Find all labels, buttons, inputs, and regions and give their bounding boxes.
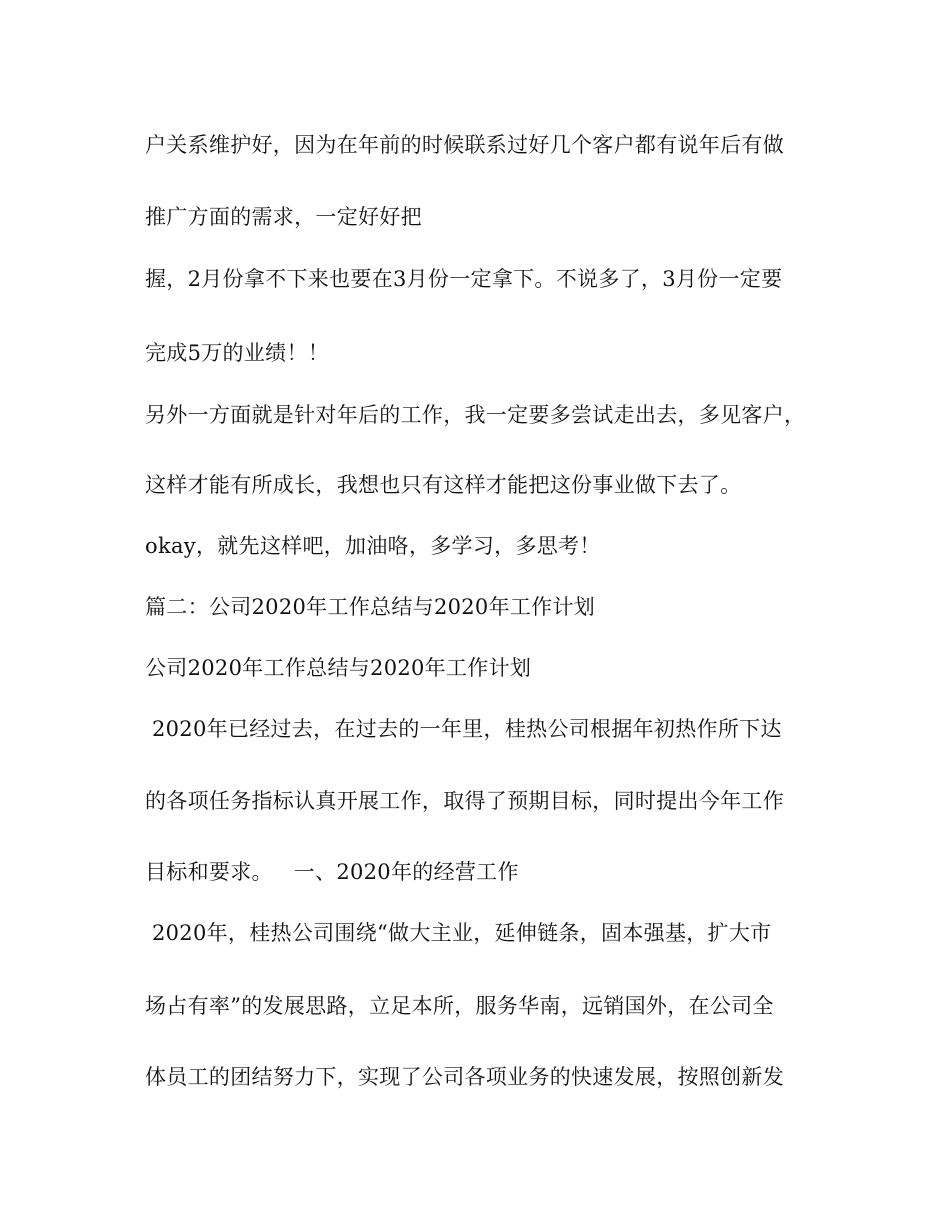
- text-line: 户关系维护好，因为在年前的时候联系过好几个客户都有说年后有做: [145, 133, 784, 157]
- text-line: 目标和要求。 一、2020年的经营工作: [145, 860, 519, 884]
- text-line: 2020年，桂热公司围绕“做大主业，延伸链条，固本强基，扩大市: [145, 921, 772, 945]
- text-line: 完成5万的业绩！！: [145, 341, 330, 365]
- section-heading: 篇二：公司2020年工作总结与2020年工作计划: [145, 595, 596, 619]
- text-line: 体员工的团结努力下，实现了公司各项业务的快速发展，按照创新发: [145, 1065, 784, 1089]
- text-line: 另外一方面就是针对年后的工作，我一定要多尝试走出去，多见客户，: [145, 403, 806, 427]
- text-line: 2020年已经过去，在过去的一年里，桂热公司根据年初热作所下达: [145, 717, 782, 741]
- text-line: 推广方面的需求，一定好好把: [145, 205, 422, 229]
- document-title: 公司2020年工作总结与2020年工作计划: [145, 656, 532, 680]
- text-line: 握，2月份拿不下来也要在3月份一定拿下。不说多了，3月份一定要: [145, 267, 783, 291]
- text-line: okay，就先这样吧，加油咯，多学习，多思考！: [145, 534, 601, 558]
- text-line: 场占有率”的发展思路，立足本所，服务华南，远销国外，在公司全: [145, 994, 774, 1018]
- text-line: 的各项任务指标认真开展工作，取得了预期目标，同时提出今年工作: [145, 789, 784, 813]
- text-line: 这样才能有所成长，我想也只有这样才能把这份事业做下去了。: [145, 473, 742, 497]
